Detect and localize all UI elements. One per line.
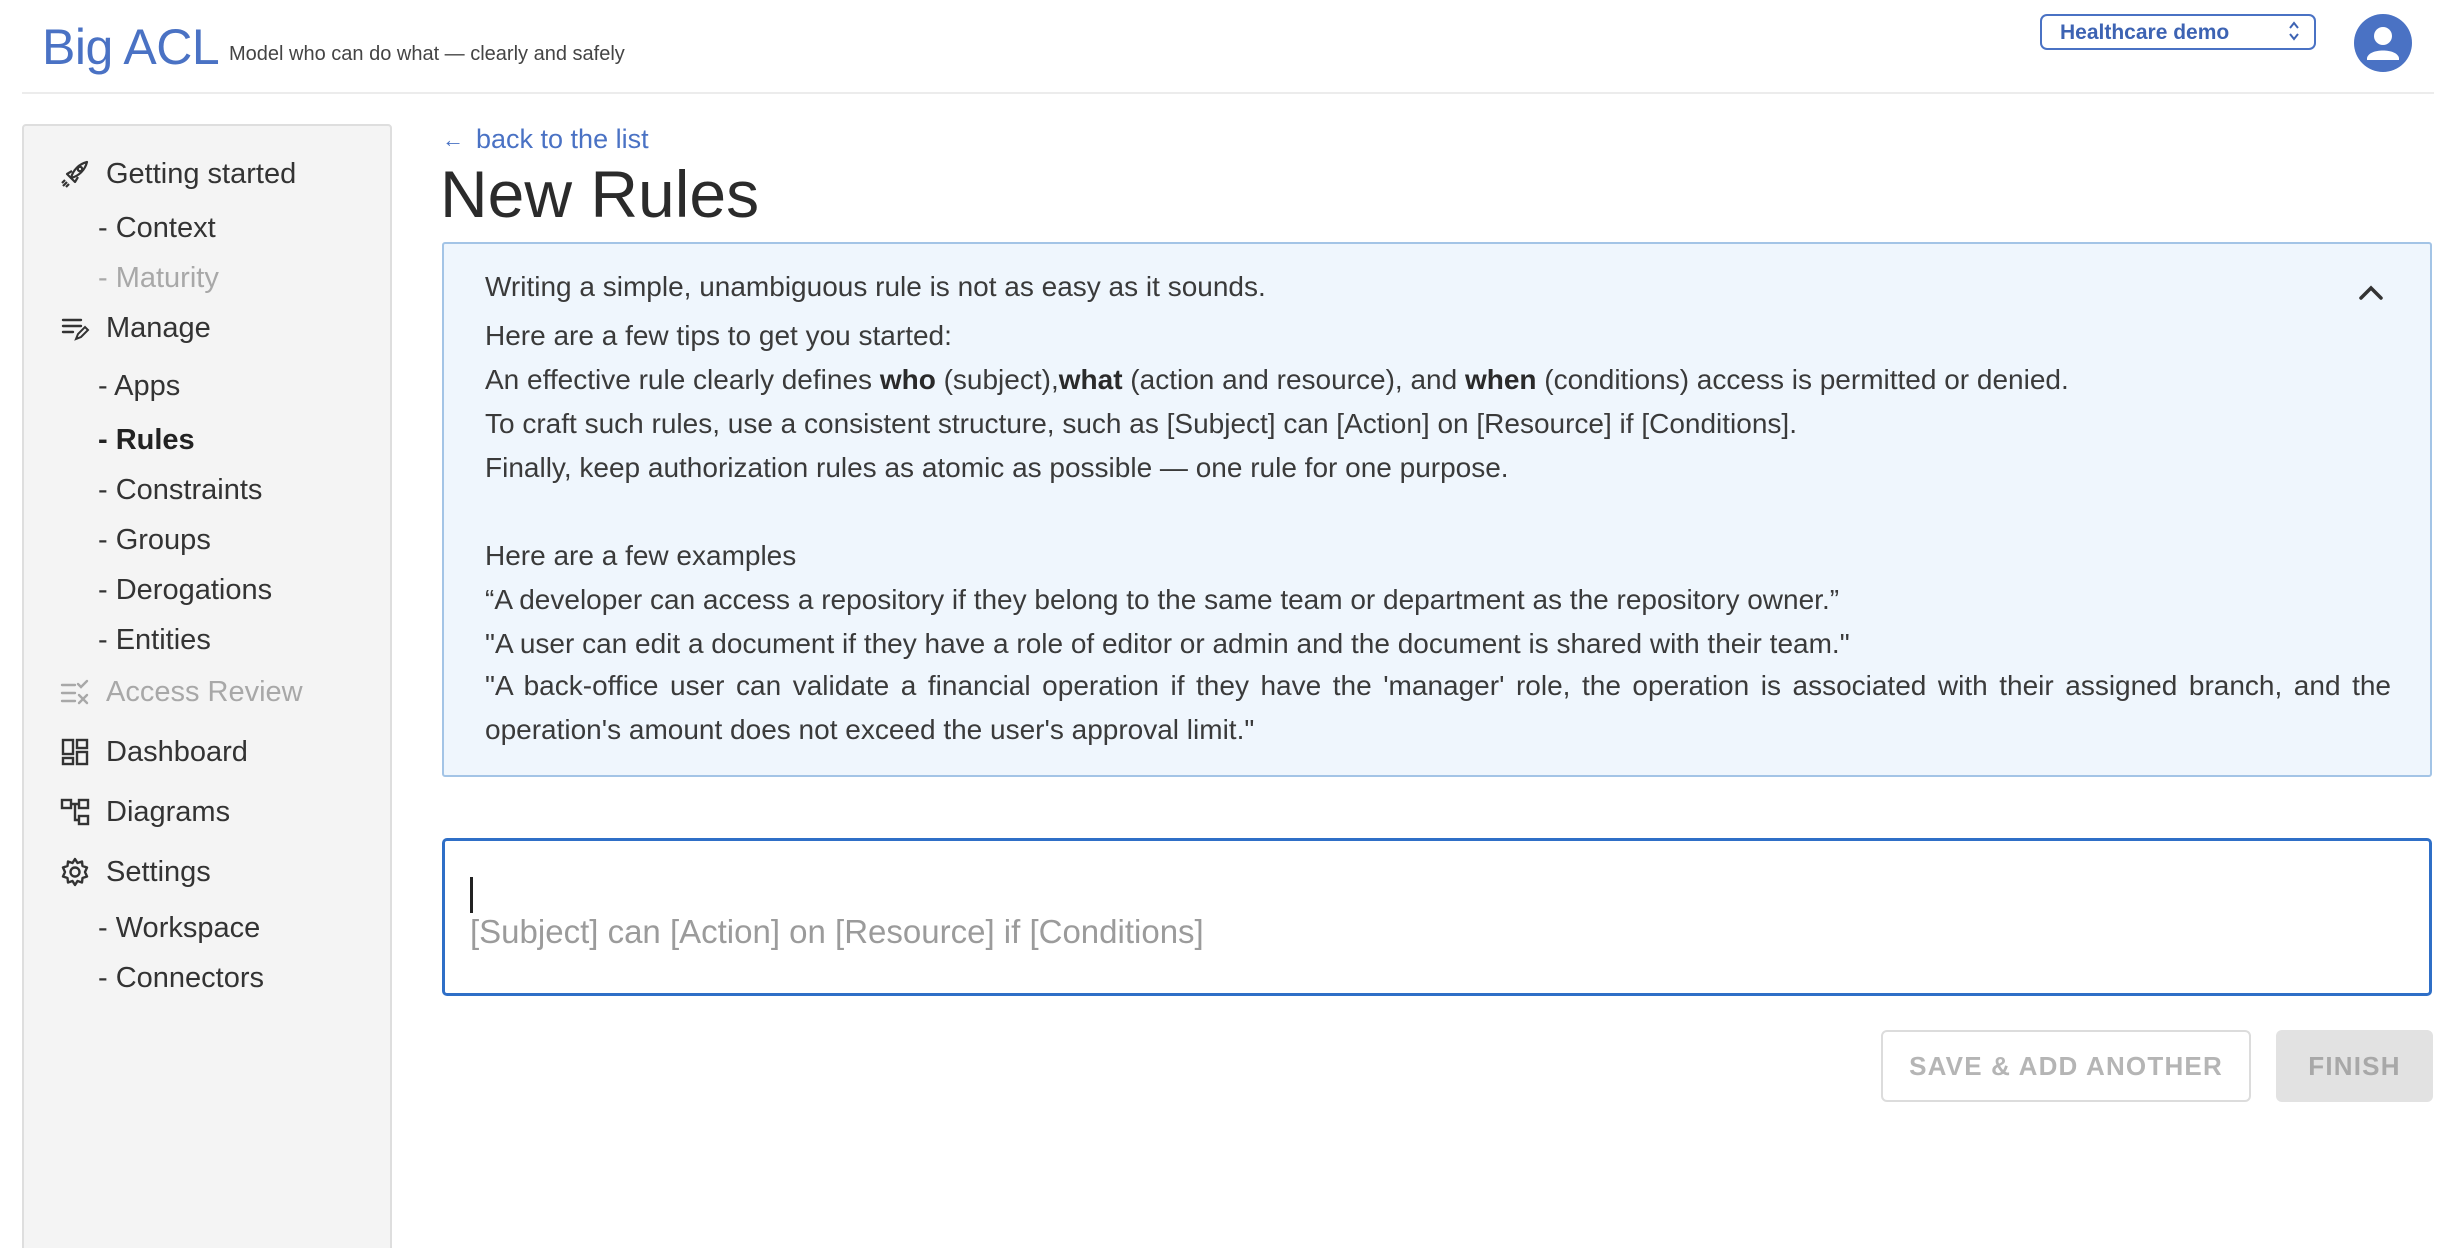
tips-example-2: "A user can edit a document if they have a role of editor or admin and the document is shared with their team."	[485, 628, 1850, 659]
tips-effective-rule: An effective rule clearly defines who (subject),what (action and resource), and when (conditions) access is permitted or denied.	[485, 364, 2069, 395]
gear-icon	[58, 855, 92, 889]
tips-atomic: Finally, keep authorization rules as atomic as possible — one rule for one purpose.	[485, 452, 1509, 483]
workspace-select[interactable]	[2040, 14, 2316, 50]
nav-getting-started-label: Getting started	[106, 157, 297, 190]
rocket-icon	[58, 157, 92, 191]
sidebar-item-workspace[interactable]: - Workspace	[98, 912, 261, 944]
rule-input[interactable]	[442, 838, 2432, 996]
edit-list-icon	[58, 311, 92, 345]
nav-manage-label: Manage	[106, 311, 211, 344]
dashboard-icon	[58, 735, 92, 769]
tips-example-1: “A developer can access a repository if they belong to the same team or department as the repository owner.”	[485, 584, 1840, 615]
brand-tagline: Model who can do what — clearly and safely	[229, 43, 625, 65]
back-to-list-label: back to the list	[476, 124, 649, 154]
diagram-icon	[58, 795, 92, 829]
nav-dashboard-label: Dashboard	[106, 735, 248, 768]
arrow-left-icon: ←	[442, 126, 464, 152]
tips-examples-heading: Here are a few examples	[485, 540, 797, 571]
nav-getting-started[interactable]	[58, 154, 296, 194]
nav-settings[interactable]	[58, 852, 211, 892]
workspace-select-value: Healthcare demo	[2060, 21, 2230, 44]
tips-example-3: "A back-office user can validate a financial operation if they have the 'manager' role, the operation is associated with their assigned branch, and the operation's amount does not exceed the user's approval limit."	[485, 670, 2391, 745]
finish-button[interactable]: FINISH	[2276, 1030, 2433, 1102]
brand-logo[interactable]: Big ACL	[42, 19, 220, 75]
back-to-list-link[interactable]	[442, 124, 649, 155]
sidebar-item-groups[interactable]: - Groups	[98, 524, 211, 556]
sidebar-item-rules[interactable]: - Rules	[98, 424, 195, 456]
sidebar-item-context[interactable]: - Context	[98, 212, 216, 244]
nav-diagrams-label: Diagrams	[106, 795, 231, 828]
save-and-add-another-button[interactable]: SAVE & ADD ANOTHER	[1881, 1030, 2251, 1102]
sidebar-item-derogations[interactable]: - Derogations	[98, 574, 273, 606]
user-avatar[interactable]	[2354, 14, 2412, 72]
user-icon	[2354, 14, 2412, 72]
nav-settings-label: Settings	[106, 855, 211, 888]
sidebar-item-maturity: - Maturity	[98, 262, 219, 294]
sidebar-item-constraints[interactable]: - Constraints	[98, 474, 263, 506]
nav-access-review-label: Access Review	[106, 675, 303, 708]
sidebar-item-entities[interactable]: - Entities	[98, 624, 211, 656]
tips-panel	[442, 242, 2432, 777]
tips-structure: To craft such rules, use a consistent structure, such as [Subject] can [Action] on [Resource] if [Conditions].	[485, 408, 1797, 439]
select-arrows-icon	[2288, 19, 2300, 43]
text-caret	[470, 877, 473, 913]
page-title: New Rules	[440, 157, 760, 231]
sidebar-item-apps[interactable]: - Apps	[98, 370, 181, 402]
nav-manage[interactable]	[58, 308, 211, 348]
sidebar-item-connectors[interactable]: - Connectors	[98, 962, 265, 994]
checklist-icon	[58, 675, 92, 709]
nav-dashboard[interactable]	[58, 732, 248, 772]
app-header	[22, 0, 2434, 94]
tips-heading: Writing a simple, unambiguous rule is not as easy as it sounds.	[485, 271, 1266, 302]
tips-intro: Here are a few tips to get you started:	[485, 320, 952, 351]
nav-diagrams[interactable]	[58, 792, 230, 832]
nav-access-review	[58, 672, 303, 712]
chevron-up-icon[interactable]	[2356, 280, 2386, 304]
sidebar	[22, 124, 392, 1248]
